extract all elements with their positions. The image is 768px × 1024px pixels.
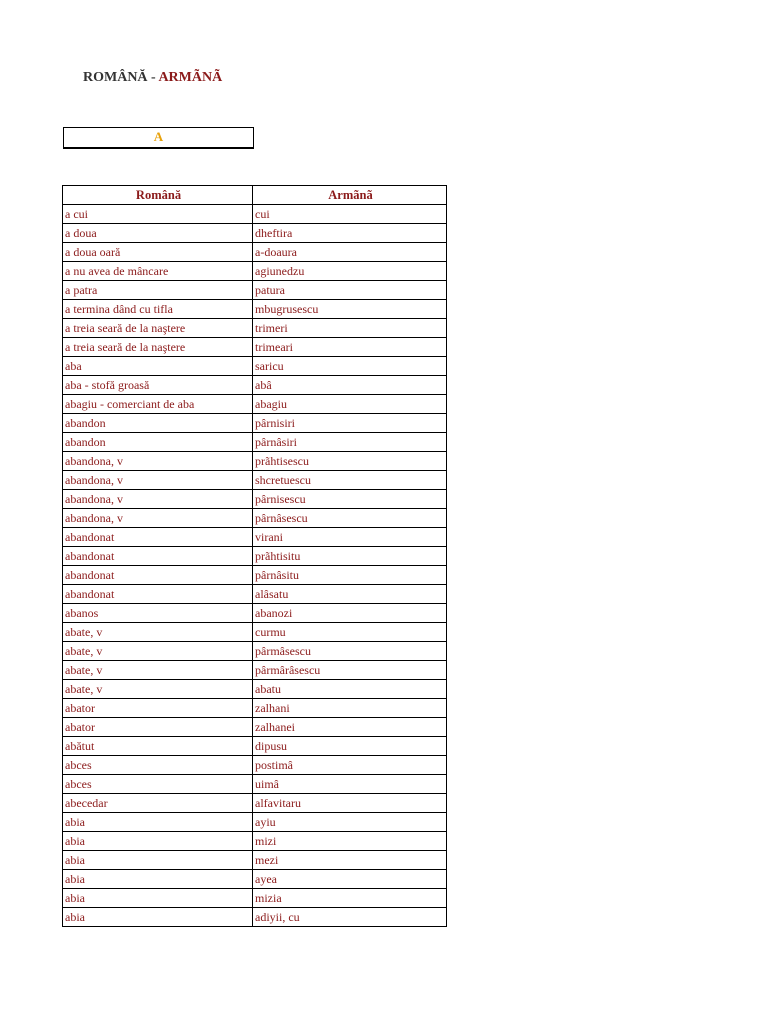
armana-cell: patura <box>253 281 447 300</box>
armana-cell: dheftira <box>253 224 447 243</box>
armana-cell: alfavitaru <box>253 794 447 813</box>
table-row <box>63 281 447 300</box>
table-row <box>63 300 447 319</box>
armana-cell: prãhtisescu <box>253 452 447 471</box>
armana-cell: zalhanei <box>253 718 447 737</box>
armana-cell: postimâ <box>253 756 447 775</box>
romana-cell: aba - stofă groasă <box>63 376 253 395</box>
romana-cell: abator <box>63 718 253 737</box>
title-armana: ARMÃNÃ <box>158 70 223 85</box>
armana-cell: adiyii, cu <box>253 908 447 927</box>
romana-cell: abecedar <box>63 794 253 813</box>
armana-cell: dipusu <box>253 737 447 756</box>
armana-cell: prãhtisitu <box>253 547 447 566</box>
table-row <box>63 243 447 262</box>
romana-cell: a treia seară de la naştere <box>63 319 253 338</box>
romana-cell: abia <box>63 832 253 851</box>
armana-cell: abanozi <box>253 604 447 623</box>
dictionary-table <box>62 185 447 927</box>
table-row <box>63 604 447 623</box>
table-row <box>63 737 447 756</box>
romana-cell: a doua <box>63 224 253 243</box>
armana-cell: ayea <box>253 870 447 889</box>
table-row <box>63 661 447 680</box>
romana-cell: abandonat <box>63 585 253 604</box>
romana-cell: abces <box>63 775 253 794</box>
table-row <box>63 509 447 528</box>
armana-cell: alâsatu <box>253 585 447 604</box>
romana-cell: abandona, v <box>63 490 253 509</box>
table-row <box>63 870 447 889</box>
table-row <box>63 908 447 927</box>
armana-cell: pârnisescu <box>253 490 447 509</box>
table-row <box>63 205 447 224</box>
armana-cell: pârmârâsescu <box>253 661 447 680</box>
romana-cell: abagiu - comerciant de aba <box>63 395 253 414</box>
armana-cell: trimeari <box>253 338 447 357</box>
table-row <box>63 490 447 509</box>
romana-cell: abandonat <box>63 547 253 566</box>
romana-cell: abia <box>63 851 253 870</box>
romana-cell: abătut <box>63 737 253 756</box>
table-row <box>63 889 447 908</box>
armana-cell: a-doaura <box>253 243 447 262</box>
table-row <box>63 718 447 737</box>
table-row <box>63 623 447 642</box>
table-row <box>63 642 447 661</box>
table-row <box>63 851 447 870</box>
table-row <box>63 338 447 357</box>
armana-cell: abâ <box>253 376 447 395</box>
page-title <box>83 70 222 86</box>
armana-cell: agiunedzu <box>253 262 447 281</box>
table-header-row <box>63 186 447 205</box>
armana-cell: saricu <box>253 357 447 376</box>
armana-cell: uimâ <box>253 775 447 794</box>
romana-cell: abia <box>63 908 253 927</box>
romana-cell: abator <box>63 699 253 718</box>
table-row <box>63 433 447 452</box>
header-romana: Română <box>63 186 253 205</box>
armana-cell: abagiu <box>253 395 447 414</box>
header-armana: Armãnã <box>253 186 447 205</box>
table-row <box>63 813 447 832</box>
romana-cell: abandonat <box>63 528 253 547</box>
romana-cell: abia <box>63 870 253 889</box>
title-separator: - <box>147 70 159 85</box>
table-row <box>63 262 447 281</box>
romana-cell: a patra <box>63 281 253 300</box>
table-row <box>63 832 447 851</box>
romana-cell: abate, v <box>63 680 253 699</box>
armana-cell: pârnâsitu <box>253 566 447 585</box>
romana-cell: abandonat <box>63 566 253 585</box>
armana-cell: mezi <box>253 851 447 870</box>
table-row <box>63 585 447 604</box>
romana-cell: a cui <box>63 205 253 224</box>
table-row <box>63 452 447 471</box>
table-row <box>63 566 447 585</box>
romana-cell: abandona, v <box>63 471 253 490</box>
table-row <box>63 471 447 490</box>
table-row <box>63 547 447 566</box>
table-row <box>63 357 447 376</box>
table-row <box>63 319 447 338</box>
armana-cell: pârnisiri <box>253 414 447 433</box>
armana-cell: mizia <box>253 889 447 908</box>
armana-cell: virani <box>253 528 447 547</box>
romana-cell: abia <box>63 813 253 832</box>
romana-cell: a treia seară de la naştere <box>63 338 253 357</box>
armana-cell: mizi <box>253 832 447 851</box>
table-row <box>63 414 447 433</box>
armana-cell: pârnâsescu <box>253 509 447 528</box>
romana-cell: abandon <box>63 433 253 452</box>
armana-cell: abatu <box>253 680 447 699</box>
romana-cell: abandona, v <box>63 452 253 471</box>
table-row <box>63 376 447 395</box>
dictionary-body <box>63 205 447 927</box>
armana-cell: curmu <box>253 623 447 642</box>
table-row <box>63 680 447 699</box>
romana-cell: abate, v <box>63 661 253 680</box>
romana-cell: a doua oară <box>63 243 253 262</box>
romana-cell: a termina dând cu tifla <box>63 300 253 319</box>
romana-cell: abandon <box>63 414 253 433</box>
romana-cell: a nu avea de mâncare <box>63 262 253 281</box>
armana-cell: cui <box>253 205 447 224</box>
romana-cell: abate, v <box>63 623 253 642</box>
section-letter-box: A <box>63 127 254 149</box>
romana-cell: abanos <box>63 604 253 623</box>
armana-cell: pârmâsescu <box>253 642 447 661</box>
armana-cell: pârnâsiri <box>253 433 447 452</box>
table-row <box>63 756 447 775</box>
armana-cell: shcretuescu <box>253 471 447 490</box>
table-row <box>63 794 447 813</box>
armana-cell: mbugrusescu <box>253 300 447 319</box>
table-row <box>63 775 447 794</box>
table-row <box>63 395 447 414</box>
romana-cell: abia <box>63 889 253 908</box>
romana-cell: abandona, v <box>63 509 253 528</box>
romana-cell: aba <box>63 357 253 376</box>
armana-cell: zalhani <box>253 699 447 718</box>
table-row <box>63 528 447 547</box>
table-row <box>63 224 447 243</box>
table-row <box>63 699 447 718</box>
title-romana: ROMÂNĂ <box>83 70 148 85</box>
romana-cell: abate, v <box>63 642 253 661</box>
armana-cell: trimeri <box>253 319 447 338</box>
armana-cell: ayiu <box>253 813 447 832</box>
romana-cell: abces <box>63 756 253 775</box>
